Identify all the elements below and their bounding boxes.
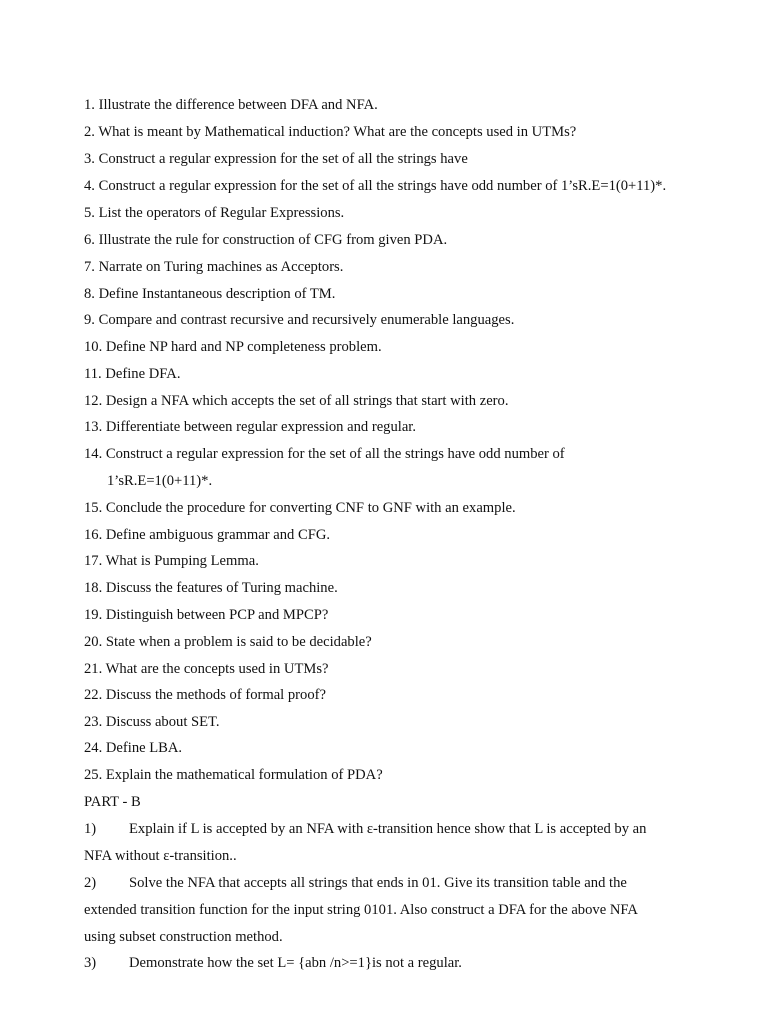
part-b-item-1-text: Explain if L is accepted by an NFA with ε-transition hence show that L is accepted by an (129, 821, 647, 837)
question-8: 8. Define Instantaneous description of TM. (84, 286, 336, 302)
question-17: 17. What is Pumping Lemma. (84, 553, 259, 569)
question-1: 1. Illustrate the difference between DFA and NFA. (84, 97, 378, 113)
part-b-item-1-number: 1) (84, 821, 97, 837)
question-12: 12. Design a NFA which accepts the set of all strings that start with zero. (84, 393, 509, 409)
part-b-heading: PART - B (84, 794, 141, 810)
question-24: 24. Define LBA. (84, 740, 183, 756)
question-5: 5. List the operators of Regular Expressions. (84, 205, 345, 221)
question-19: 19. Distinguish between PCP and MPCP? (84, 607, 329, 623)
question-3: 3. Construct a regular expression for the set of all the strings have (84, 151, 468, 167)
part-b-item-2-continuation: using subset construction method. (84, 929, 283, 945)
part-b-item-3-number: 3) (84, 955, 97, 971)
question-16: 16. Define ambiguous grammar and CFG. (84, 527, 331, 543)
question-25: 25. Explain the mathematical formulation of PDA? (84, 767, 383, 783)
question-9: 9. Compare and contrast recursive and recursively enumerable languages. (84, 312, 515, 328)
question-13: 13. Differentiate between regular expression and regular. (84, 419, 417, 435)
question-2: 2. What is meant by Mathematical induction? What are the concepts used in UTMs? (84, 124, 577, 140)
question-20: 20. State when a problem is said to be decidable? (84, 634, 372, 650)
question-10: 10. Define NP hard and NP completeness problem. (84, 339, 382, 355)
question-15: 15. Conclude the procedure for converting CNF to GNF with an example. (84, 500, 516, 516)
question-21: 21. What are the concepts used in UTMs? (84, 661, 329, 677)
part-b-item-3-text: Demonstrate how the set L= {abn /n>=1}is not a regular. (129, 955, 462, 971)
part-b-item-2-continuation: extended transition function for the input string 0101. Also construct a DFA for the above NFA (84, 902, 638, 918)
part-b-item-1-continuation: NFA without ε-transition.. (84, 848, 237, 864)
question-14: 14. Construct a regular expression for the set of all the strings have odd number of (84, 446, 565, 462)
question-14-continuation: 1’sR.E=1(0+11)*. (107, 473, 213, 489)
question-11: 11. Define DFA. (84, 366, 181, 382)
question-23: 23. Discuss about SET. (84, 714, 220, 730)
question-18: 18. Discuss the features of Turing machine. (84, 580, 338, 596)
question-6: 6. Illustrate the rule for construction of CFG from given PDA. (84, 232, 448, 248)
question-4: 4. Construct a regular expression for the set of all the strings have odd number of 1’sR.E=1(0+11)*. (84, 178, 667, 194)
part-b-item-2-number: 2) (84, 875, 97, 891)
part-b-item-2-text: Solve the NFA that accepts all strings that ends in 01. Give its transition table and the (129, 875, 627, 891)
question-22: 22. Discuss the methods of formal proof? (84, 687, 326, 703)
question-7: 7. Narrate on Turing machines as Acceptors. (84, 259, 344, 275)
